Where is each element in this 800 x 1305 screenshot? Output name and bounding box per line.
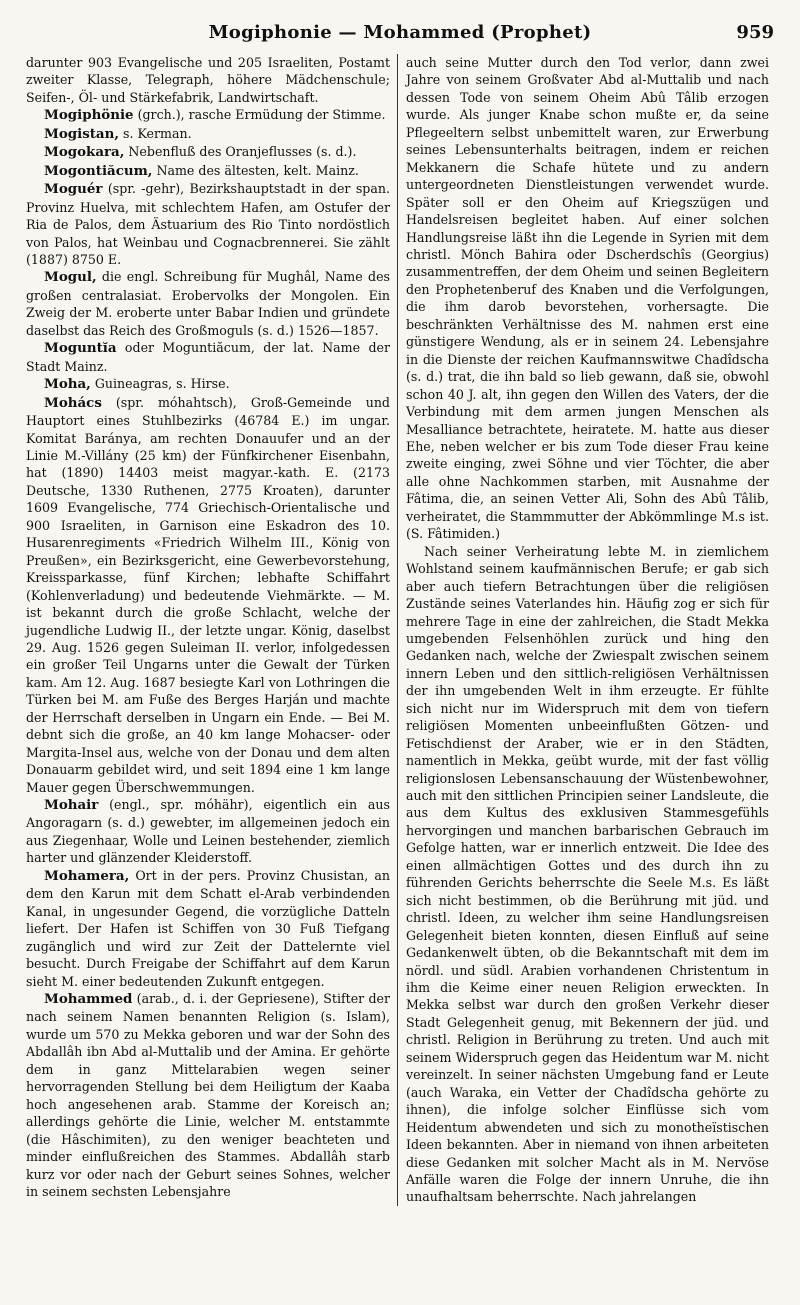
headword: Mogontiăcum, bbox=[44, 162, 153, 179]
headword: Mohammed bbox=[44, 991, 133, 1008]
headword: Mohair bbox=[44, 797, 99, 814]
entry-mogokara bbox=[26, 143, 390, 161]
headword: Moha, bbox=[44, 376, 91, 393]
entry-mohacs bbox=[26, 394, 390, 796]
page-number: 959 bbox=[736, 22, 774, 43]
entry-continuation bbox=[26, 54, 390, 106]
entry-text: (spr. -gehr), Bezirkshauptstadt in der span. Provinz Huelva, mit schlechtem Hafen, am Ostufer der Ria de Palos, dem Ästuarium des Rio Tinto nordöstlich von Palos, hat Weinbau und Cognacbrennerei. Sie zählt (1887) 8750 E. bbox=[26, 181, 390, 267]
entry-text: (spr. móhahtsch), Groß-Gemeinde und Hauptort eines Stuhlbezirks (46784 E.) im ungar. Komitat Baránya, am rechten Donauufer und an der Linie M.-Villány (25 km) der Fünfkirchener Eisenbahn, hat (1890) 14403 meist magyar.-kath. E. (2173 Deutsche, 1330 Ruthenen, 2775 Kroaten), darunter 1609 Evangelische, 774 Griechisch-Orientalische und 900 Israeliten, in Garnison eine Eskadron des 10. Husarenregiments «Friedrich Wilhelm III., König von Preußen», ein Bezirksgericht, eine Gewerbevorstehung, Kreissparkasse, fünf Kirchen; lebhafte Schiffahrt (Kohlenverladung) und bedeutende Viehmärkte. — M. ist bekannt durch die große Schlacht, welche der jugendliche Ludwig II., der letzte ungar. König, daselbst 29. Aug. 1526 gegen Suleiman II. verlor, infolgedessen ein großer Teil Ungarns unter die Gewalt der Türken kam. Am 12. Aug. 1687 besiegte Karl von Lothringen die Türken bei M. am Fuße des Berges Harján und machte der Herrschaft derselben in Ungarn ein Ende. — Bei M. debnt sich die große, an 40 km lange Mohacser- oder Margita-Insel aus, welche von der Donau und dem alten Donauarm gebildet wird, und seit 1894 eine 1 km lange Mauer gegen Überschwemmungen. bbox=[26, 394, 390, 795]
entry-text: Guineagras, s. Hirse. bbox=[90, 376, 230, 392]
entry-mogul bbox=[26, 268, 390, 339]
entry-mohair bbox=[26, 796, 390, 867]
entry-text: (engl., spr. móhähr), eigentlich ein aus Angoragarn (s. d.) gewebter, im allgemeinen jedoch ein aus Ziegenhaar, Wolle und Leinen bestehender, ziemlich harter und glänzender Kleiderstoff. bbox=[26, 797, 390, 866]
entry-text: die engl. Schreibung für Mughâl, Name des großen centralasiat. Erobervolks der Mongolen. Ein Zweig der M. eroberte unter Babar Indien und gründete daselbst das Reich des Großmoguls (s. d.) 1526—1857. bbox=[26, 269, 390, 338]
entry-text: darunter 903 Evangelische und 205 Israeliten, Postamt zweiter Klasse, Telegraph, höhere Mädchenschule; Seifen-, Öl- und Stärkefabrik, Landwirtschaft. bbox=[26, 55, 390, 105]
headword: Mogul, bbox=[44, 269, 97, 286]
entry-mogiphonie bbox=[26, 106, 390, 124]
headword: Mogistan, bbox=[44, 125, 120, 142]
headword: Moguér bbox=[44, 181, 103, 198]
two-column-body bbox=[26, 54, 774, 1206]
entry-text: (grch.), rasche Ermüdung der Stimme. bbox=[133, 107, 386, 123]
entry-mogontiacum bbox=[26, 162, 390, 180]
headword: Mohács bbox=[44, 394, 102, 411]
entry-mohammed bbox=[26, 990, 390, 1200]
right-column bbox=[398, 54, 769, 1206]
entry-mohamera bbox=[26, 867, 390, 990]
headword: Mogokara, bbox=[44, 144, 125, 161]
entry-text: auch seine Mutter durch den Tod verlor, dann zwei Jahre von seinem Großvater Abd al-Muttalib und nach dessen Tode von seinem Oheim Abû Tâlib erzogen wurde. Als junger Knabe schon mußte er, da seine Pflegeeltern selbst unbemittelt waren, zur Erwerbung seines Lebensunterhalts beitragen, indem er reichen Mekkanern die Schafe hütete und zu andern untergeordneten Dienstleistungen verwendet wurde. Später soll er den Oheim auf Kriegszügen und Handelsreisen begleitet haben. Auf einer solchen Handlungsreise läßt ihn die Legende in Syrien mit dem christl. Mönch Bahira oder Dscherdschîs (Georgius) zusammentreffen, der dem Oheim und seinen Begleitern den Prophetenberuf des Knaben und die Verfolgungen, die ihm darob bevorstehen, vorhersagte. Die beschränkten Verhältnisse des M. nahmen erst eine günstigere Wendung, als er in seinem 24. Lebensjahre in die Dienste der reichen Kaufmannswitwe Chadîdscha (s. d.) trat, die ihn bald so lieb gewann, daß sie, obwohl schon 40 J. alt, ihn gegen den Willen des Vaters, der die Verbindung mit dem armen jungen Menschen als Mesalliance betrachtete, heiratete. M. hatte aus dieser Ehe, neben welcher er bis zum Tode dieser Frau keine zweite einging, zwei Söhne und vier Töchter, die aber alle ohne Nachkommen starben, mit Ausnahme der Fâtima, die, an seinen Vetter Ali, Sohn des Abû Tâlib, verheiratet, die Stammmutter der Abkömmlinge M.s ist. (S. Fâtimiden.) bbox=[406, 55, 769, 542]
headword: Moguntĭa bbox=[44, 340, 117, 357]
entry-moha bbox=[26, 375, 390, 393]
page-header bbox=[26, 14, 774, 54]
entry-text: Name des ältesten, kelt. Mainz. bbox=[152, 162, 359, 178]
headword: Mogiphönie bbox=[44, 107, 134, 124]
entry-continuation bbox=[406, 54, 769, 543]
entry-text: s. Kerman. bbox=[119, 125, 192, 141]
entry-paragraph bbox=[406, 543, 769, 1206]
headword: Mohamera, bbox=[44, 867, 130, 884]
left-column bbox=[26, 54, 397, 1206]
entry-moguer bbox=[26, 180, 390, 268]
entry-text: Nebenfluß des Oranjeflusses (s. d.). bbox=[124, 144, 357, 160]
entry-text: Nach seiner Verheiratung lebte M. in ziemlichem Wohlstand seinem kaufmännischen Berufe; er gab sich aber auch tiefern Betrachtungen über die religiösen Zustände seines Vaterlandes hin. Häufig zog er sich für mehrere Tage in eine der zahlreichen, die Stadt Mekka umgebenden Felsenhöhlen zurück und hing den Gedanken nach, welche der Zwiespalt zwischen seinem innern Leben und den sittlich-religiösen Verhältnissen der ihn umgebenden Welt in ihm erzeugte. Er fühlte sich nicht nur im Widerspruch mit dem von tiefern religiösen Momenten unbeeinflußten Götzen- und Fetischdienst der Araber, wie er in den Städten, namentlich in Mekka, geübt wurde, mit der fast völlig religionslosen Lebensanschauung der Wüstenbewohner, auch mit den sittlichen Principien seiner Landsleute, die aus dem Kultus des exklusiven Stammesgefühls hervorgingen und manchen barbarischen Gebrauch im Gefolge hatten, war er innerlich entzweit. Die Idee des einen allmächtigen Gottes und des durch ihn zu führenden Gerichts beherrschte die Seele M.s. Es läßt sich nicht bestimmen, ob die Berührung mit jüd. und christl. Ideen, zu welcher ihm seine Handlungsreisen Gelegenheit bieten konnten, diesen Einfluß auf seine Gedankenwelt übten, ob die Bekanntschaft mit dem im nördl. und südl. Arabien vorhandenen Christentum in ihm die Keime einer neuen Religion erweckten. In Mekka selbst war durch den großen Verkehr dieser Stadt Gelegenheit genug, mit Bekennern der jüd. und christl. Religion in Berührung zu treten. Und auch mit seinem Widerspruch gegen das Heidentum war M. nicht vereinzelt. In seiner nächsten Umgebung fand er Leute (auch Waraka, ein Vetter der Chadîdscha gehörte zu ihnen), die infolge solcher Einflüsse sich vom Heidentum abwendeten und sich zu monotheïstischen Ideen bekannten. Aber in niemand von ihnen arbeiteten diese Gedanken mit solcher Macht als in M. Nervöse Anfälle waren die Folge der innern Unruhe, die ihn unaufhaltsam beherrschte. Nach jahrelangen bbox=[406, 543, 769, 1205]
entry-text: oder Moguntiăcum, der lat. Name der Stadt Mainz. bbox=[26, 340, 390, 374]
entry-text: Ort in der pers. Provinz Chusistan, an dem den Karun mit dem Schatt el-Arab verbindenden Kanal, in ungesunder Gegend, die vorzügliche Datteln liefert. Der Hafen ist Schiffen von 30 Fuß Tiefgang zugänglich und wird zur Zeit der Dattelernte viel besucht. Durch Freigabe der Schiffahrt auf dem Karun sieht M. einer bedeutenden Zukunft entgegen. bbox=[26, 867, 390, 989]
entry-mogistan bbox=[26, 125, 390, 143]
entry-text: (arab., d. i. der Gepriesene), Stifter der nach seinem Namen benannten Religion (s. Islam), wurde um 570 zu Mekka geboren und war der Sohn des Abdallâh ibn Abd al-Muttalib und der Amina. Er gehörte dem in ganz Mittelarabien wegen seiner hervorragenden Stellung bei dem Heiligtum der Kaaba hoch angesehenen arab. Stamme der Koreisch an; allerdings gehörte die Linie, welcher M. entstammte (die Hâschimiten), zu den weniger beachteten und minder einflußreichen des Stammes. Abdallâh starb kurz vor oder nach der Geburt seines Sohnes, welcher in seinem sechsten Lebensjahre bbox=[26, 991, 390, 1199]
entry-moguntia bbox=[26, 339, 390, 375]
running-title: Mogiphonie — Mohammed (Prophet) bbox=[208, 22, 592, 43]
